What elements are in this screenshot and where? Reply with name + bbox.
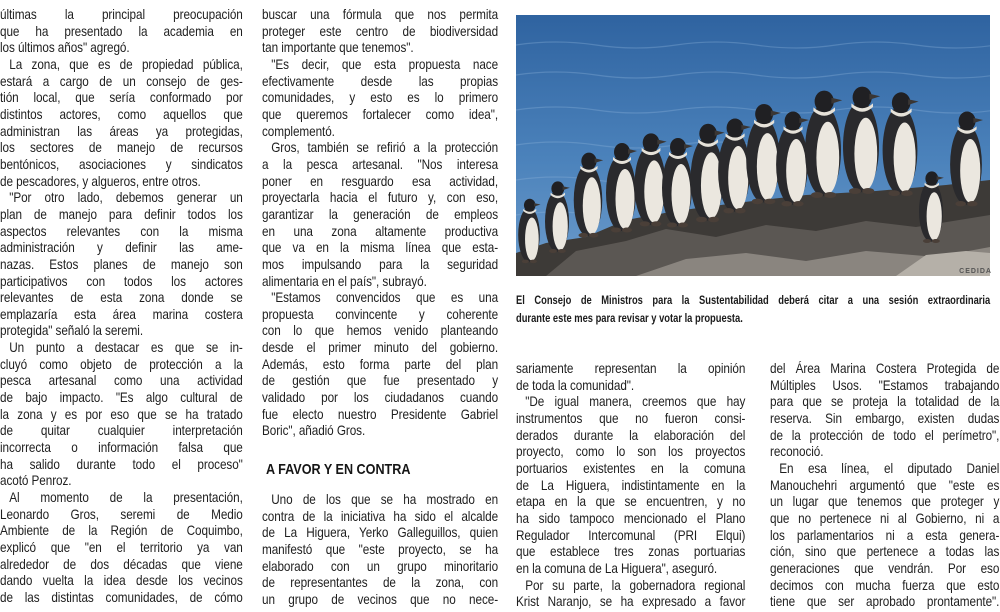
- paragraph: [262, 289, 498, 439]
- text-line: de quitar cualquier interpretación: [0, 422, 243, 439]
- text-line: Múltiples Usos. "Estamos trabajando: [770, 376, 1000, 393]
- text-line: comunidades, y esto es lo primero: [262, 89, 499, 106]
- text-line: sariamente representan la opinión: [516, 360, 746, 376]
- text-line: validado por los ciudadanos cuando: [262, 389, 499, 406]
- article-column-2-bottom: [262, 491, 498, 608]
- text-line: que no pertenece ni al Gobierno, ni a: [770, 509, 1000, 526]
- paragraph: [262, 6, 498, 56]
- text-line: buscar una fórmula que nos permita: [262, 6, 499, 22]
- text-line: contra de la iniciativa ha sido el alcalde: [262, 507, 499, 524]
- paragraph: [262, 56, 498, 139]
- paragraph: [0, 489, 243, 606]
- text-line: de la protección de todo el perímetro",: [770, 426, 1000, 443]
- text-line: de La Higuera, indistintamente en la: [516, 476, 746, 493]
- article-column-1: [0, 6, 243, 606]
- text-line: de representantes de la zona, con: [262, 574, 499, 591]
- text-line: Por su parte, la gobernadora regional: [525, 576, 746, 593]
- text-line: Regulador Intercomunal (PRI Elqui): [516, 526, 746, 543]
- text-line: complementó.: [262, 122, 335, 139]
- text-line: reserva. Sin embargo, existen dudas: [770, 409, 1000, 426]
- text-line: ción, sino que pertenece a todas las: [770, 543, 1000, 560]
- text-line: últimas la principal preocupación: [0, 6, 243, 22]
- text-line: de las distintas comunidades, de cómo: [0, 588, 243, 605]
- paragraph: [770, 460, 999, 610]
- text-line: de La Higuera, Yerko Galleguillos, quien: [262, 524, 499, 541]
- paragraph: [516, 393, 745, 576]
- text-line: alimentaria en el país", subrayó.: [262, 272, 427, 289]
- text-line: en la comuna de La Higuera", aseguró.: [516, 559, 718, 576]
- text-line: Ambiente de la Región de Coquimbo,: [0, 522, 243, 539]
- text-line: los parlamentarios ni a esta genera-: [770, 526, 1000, 543]
- paragraph: [262, 139, 498, 289]
- text-line: que queremos fortalecer como idea",: [262, 105, 499, 122]
- text-line: administran las áreas ya protegidas,: [0, 122, 243, 139]
- caption-line: El Consejo de Ministros para la Sustentabilidad deberá citar a una sesión extraordinaria: [516, 293, 991, 307]
- text-line: que establece tres zonas portuarias: [516, 543, 746, 560]
- text-line: proteger este centro de biodiversidad: [262, 22, 499, 39]
- paragraph: [0, 6, 243, 56]
- article-column-4: [770, 360, 999, 610]
- text-line: un grupo de vecinos que no nece-: [262, 590, 499, 607]
- text-line: propuesta convincente y coherente: [262, 305, 499, 322]
- text-line: ha sido tampoco mencionado el Plano: [516, 509, 746, 526]
- text-line: "Estamos convencidos que es una: [271, 289, 499, 306]
- text-line: manifestó que "este proyecto, se ha: [262, 540, 499, 557]
- paragraph: [516, 360, 745, 393]
- caption-line: durante este mes para revisar y votar la propuesta.: [516, 311, 743, 325]
- text-line: Además, esto forma parte del plan: [262, 355, 499, 372]
- paragraph: [516, 577, 745, 610]
- text-line: Leonardo Gros, seremi de Medio: [0, 505, 243, 522]
- text-line: pesca artesanal como una actividad: [0, 372, 243, 389]
- text-line: proyectarla hacia el futuro y, con eso,: [262, 189, 499, 206]
- text-line: estará a cargo de un consejo de ges-: [0, 72, 243, 89]
- photo-credit: CEDIDA: [959, 268, 992, 275]
- text-line: los sectores de manejo de recursos: [0, 139, 243, 156]
- text-line: de gestión que fue presentado y: [262, 372, 499, 389]
- text-line: poner en resguardo esa actividad,: [262, 172, 499, 189]
- text-line: administración y definir las ame-: [0, 239, 243, 256]
- paragraph: [262, 491, 498, 608]
- text-line: que va en la misma línea que esta-: [262, 239, 499, 256]
- text-line: mos impulsando para la seguridad: [262, 255, 499, 272]
- text-line: etapa en la que se encuentren, y no: [516, 493, 746, 510]
- text-line: La zona, que es de propiedad pública,: [9, 55, 243, 72]
- text-line: elaborado con un grupo minoritario: [262, 557, 499, 574]
- text-line: distintos actores, como aquellos que: [0, 105, 243, 122]
- text-line: desde el primer minuto del gobierno.: [262, 339, 499, 356]
- text-line: Manouchehri argumentó que "este es: [770, 476, 1000, 493]
- text-line: nazas. Estos planes de manejo son: [0, 255, 243, 272]
- text-line: participativos con todos los actores: [0, 272, 243, 289]
- text-line: dando vuelta la idea desde los vecinos: [0, 572, 243, 589]
- text-line: portuarios existentes en la comuna: [516, 459, 746, 476]
- text-line: plan de manejo para definir todos los: [0, 205, 243, 222]
- text-line: un lugar que tenemos que proteger y: [770, 493, 1000, 510]
- text-line: "De igual manera, creemos que hay: [525, 393, 746, 410]
- text-line: protegida" señaló la seremi.: [0, 322, 144, 339]
- text-line: Uno de los que se ha mostrado en: [271, 491, 499, 507]
- text-line: del Área Marina Costera Protegida de: [770, 360, 1000, 376]
- text-line: generaciones que vendrán. Por eso: [770, 559, 1000, 576]
- text-line: fue electo nuestro Presidente Gabriel: [262, 405, 499, 422]
- article-column-3: [516, 360, 745, 610]
- text-line: Un punto a destacar es que se in-: [9, 339, 243, 356]
- text-line: bentónicos, asociaciones y sindicatos: [0, 155, 243, 172]
- paragraph: [0, 56, 243, 189]
- paragraph: [770, 360, 999, 460]
- text-line: de toda la comunidad".: [516, 376, 635, 393]
- text-line: tiene que ser aprobado prontamente".: [770, 593, 1000, 610]
- text-line: efectivamente desde las propias: [262, 72, 499, 89]
- text-line: en una zona altamente productiva: [262, 222, 499, 239]
- text-line: a la pesca artesanal. "Nos interesa: [262, 155, 499, 172]
- text-line: tión local, que sería conformado por: [0, 89, 243, 106]
- article-column-2-top: [262, 6, 498, 439]
- text-line: Krist Naranjo, se ha expresado a favor: [516, 593, 746, 610]
- text-line: garantizar la generación de empleos: [262, 205, 499, 222]
- text-line: de pescadores, y algueros, entre otros.: [0, 172, 201, 189]
- text-line: los últimos años" agregó.: [0, 39, 130, 56]
- text-line: derados durante la elaboración del: [516, 426, 746, 443]
- text-line: "Es decir, que esta propuesta nace: [271, 55, 499, 72]
- text-line: Al momento de la presentación,: [9, 489, 243, 506]
- text-line: "Por otro lado, debemos generar un: [9, 189, 243, 206]
- photo-caption: [516, 291, 990, 327]
- text-line: de bajo impacto. "Es algo cultural de: [0, 389, 243, 406]
- text-line: que ha presentado la academia en: [0, 22, 243, 39]
- text-line: reconoció.: [770, 443, 824, 460]
- text-line: Gros, también se refirió a la protección: [271, 139, 499, 156]
- penguins-photo: [516, 15, 990, 276]
- paragraph: [0, 339, 243, 489]
- text-line: ha salido durante todo el proceso": [0, 455, 243, 472]
- text-line: relevantes de esta zona donde se: [0, 289, 243, 306]
- text-line: la zona y es por eso que se ha tratado: [0, 405, 243, 422]
- text-line: alrededor de dos décadas que viene: [0, 555, 243, 572]
- text-line: con lo que hemos venido planteando: [262, 322, 499, 339]
- text-line: explicó que "en el territorio ya van: [0, 539, 243, 555]
- text-line: instrumentos que no fueron consi-: [516, 409, 746, 426]
- text-line: para que se proteja la totalidad de la: [770, 393, 1000, 410]
- text-line: cluyó como objeto de protección a la: [0, 355, 243, 372]
- text-line: acotó Penroz.: [0, 472, 72, 489]
- text-line: emplazaría esta área marina costera: [0, 305, 243, 322]
- text-line: aspectos relevantes con la misma: [0, 222, 243, 239]
- paragraph: [0, 189, 243, 339]
- text-line: incorrecta o información falsa que: [0, 439, 243, 456]
- text-line: Boric", añadió Gros.: [262, 422, 366, 439]
- text-line: decimos con mucha fuerza que esto: [770, 576, 1000, 593]
- text-line: proyecto, como lo son los proyectos: [516, 443, 746, 460]
- text-line: En esa línea, el diputado Daniel: [779, 459, 1000, 476]
- text-line: tan importante que tenemos".: [262, 39, 414, 56]
- section-heading: A FAVOR Y EN CONTRA: [266, 461, 411, 478]
